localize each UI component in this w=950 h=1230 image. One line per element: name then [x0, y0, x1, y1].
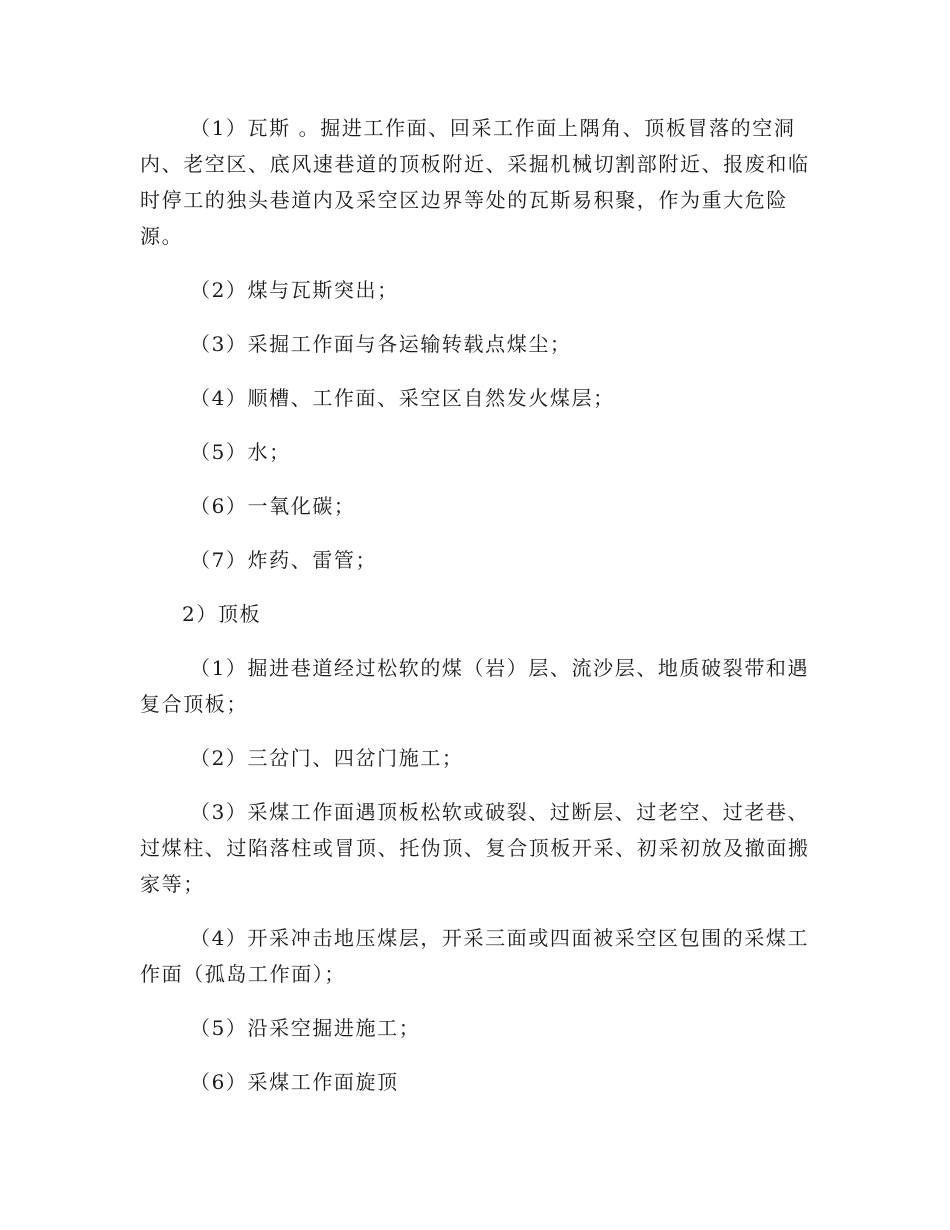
- paragraph-gas: （1）瓦斯 。掘进工作面、回采工作面上隅角、顶板冒落的空洞内、老空区、底风速巷道的顶板附近、采掘机械切割部附近、报废和临时停工的独头巷道内及采空区边界等处的瓦斯易积聚，作为重大危险源。: [140, 116, 810, 248]
- paragraph-carbon-monoxide: （6）一氧化碳；: [190, 494, 356, 518]
- section-heading-roof: 2）顶板: [182, 602, 262, 626]
- document-body: [140, 110, 810, 1100]
- paragraph-junction-construction: （2）三岔门、四岔门施工；: [190, 746, 464, 770]
- paragraph-spontaneous-combustion: （4）顺槽、工作面、采空区自然发火煤层；: [190, 386, 615, 410]
- paragraph-coal-gas-outburst: （2）煤与瓦斯突出；: [190, 278, 399, 302]
- paragraph-coal-dust: （3）采掘工作面与各运输转载点煤尘；: [190, 332, 572, 356]
- paragraph-working-face-roof: （3）采煤工作面遇顶板松软或破裂、过断层、过老空、过老巷、过煤柱、过陷落柱或冒顶、托伪顶、复合顶板开采、初采初放及撤面搬家等；: [140, 800, 810, 896]
- paragraph-gob-side-driving: （5）沿采空掘进施工；: [190, 1016, 421, 1040]
- paragraph-explosives: （7）炸药、雷管；: [190, 548, 378, 572]
- paragraph-water: （5）水；: [190, 440, 291, 464]
- paragraph-rotating-roof: （6）采煤工作面旋顶: [190, 1070, 399, 1094]
- paragraph-rock-burst: （4）开采冲击地压煤层，开采三面或四面被采空区包围的采煤工作面（孤岛工作面）；: [140, 926, 810, 986]
- paragraph-soft-strata: （1）掘进巷道经过松软的煤（岩）层、流沙层、地质破裂带和遇复合顶板；: [140, 656, 810, 716]
